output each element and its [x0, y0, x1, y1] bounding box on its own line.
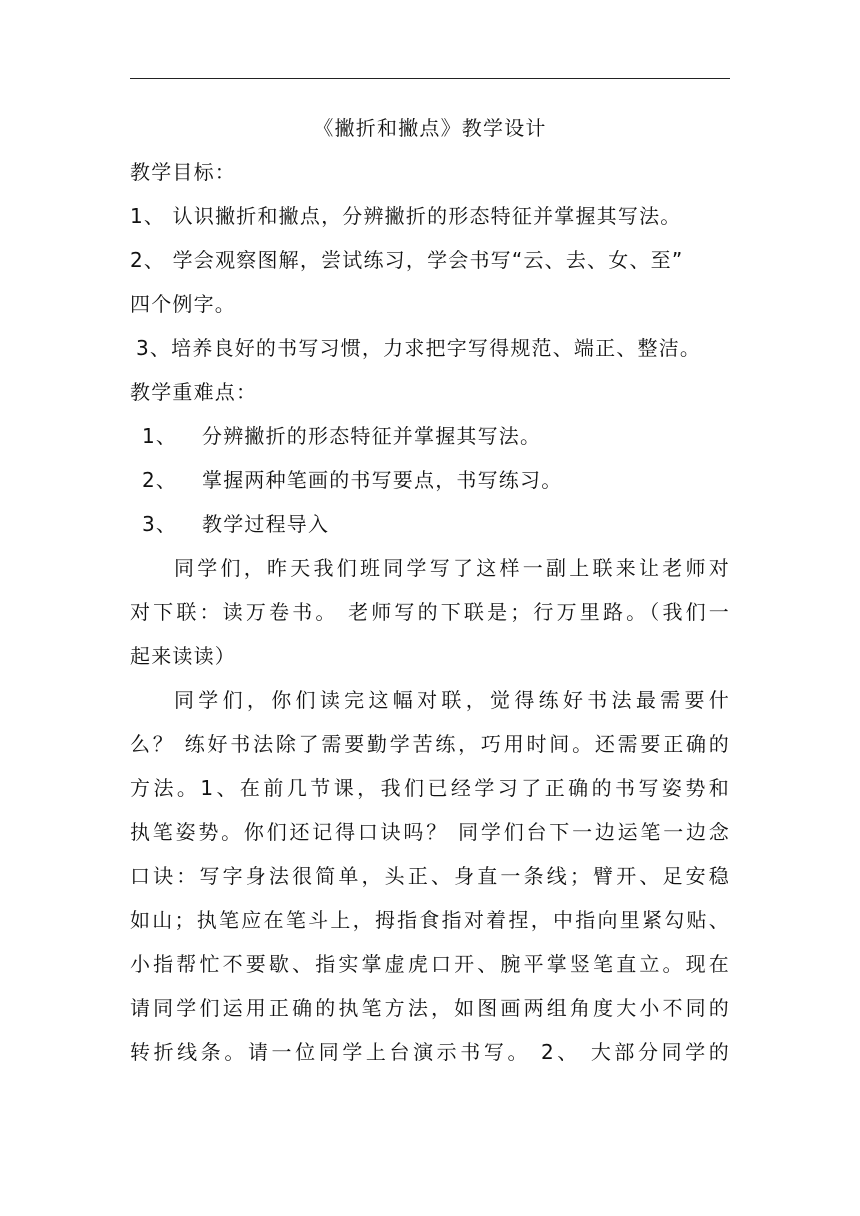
objective-line: 1、 认识撇折和撇点，分辨撇折的形态特征并掌握其写法。	[130, 204, 682, 228]
paragraph-line: 对下联：读万卷书。 老师写的下联是；行万里路。（我们一	[130, 600, 730, 624]
key-point-text: 掌握两种笔画的书写要点，书写练习。	[202, 468, 563, 492]
objective-line: 3、培养良好的书写习惯，力求把字写得规范、端正、整洁。	[136, 336, 702, 360]
paragraph-line: 执笔姿势。你们还记得口诀吗？ 同学们台下一边运笔一边念	[130, 820, 730, 844]
paragraph-line: 起来读读）	[130, 644, 236, 668]
key-point-number: 3、	[142, 512, 178, 536]
paragraph-line: 么？ 练好书法除了需要勤学苦练，巧用时间。还需要正确的	[130, 732, 730, 756]
paragraph-line: 如山；执笔应在笔斗上，拇指食指对着捏，中指向里紧勾贴、	[130, 908, 730, 932]
key-point-text: 教学过程导入	[202, 512, 330, 536]
objectives-heading: 教学目标：	[130, 160, 236, 184]
key-point-item	[130, 458, 730, 502]
key-points-heading: 教学重难点：	[130, 380, 258, 404]
header-rule	[130, 78, 730, 79]
paragraph-line: 转折线条。请一位同学上台演示书写。 2、 大部分同学的	[130, 1040, 730, 1064]
objective-line: 2、 学会观察图解，尝试练习，学会书写“云、去、女、至”	[130, 248, 684, 272]
key-point-number: 1、	[142, 424, 178, 448]
key-point-text: 分辨撇折的形态特征并掌握其写法。	[202, 424, 542, 448]
paragraph-line: 口诀：写字身法很简单，头正、身直一条线；臂开、足安稳	[130, 864, 730, 888]
objective-line: 四个例字。	[130, 292, 236, 316]
document-body	[130, 106, 730, 1074]
key-point-number: 2、	[142, 468, 178, 492]
paragraph-line: 方法。1、在前几节课，我们已经学习了正确的书写姿势和	[130, 776, 730, 800]
paragraph-line: 小指帮忙不要歇、指实掌虚虎口开、腕平掌竖笔直立。现在	[130, 952, 730, 976]
paragraph-line: 请同学们运用正确的执笔方法，如图画两组角度大小不同的	[130, 996, 730, 1020]
key-point-item	[130, 502, 730, 546]
paragraph-line: 同学们，昨天我们班同学写了这样一副上联来让老师对	[174, 556, 730, 580]
document-title: 《撇折和撇点》教学设计	[313, 116, 547, 140]
paragraph-line: 同学们，你们读完这幅对联，觉得练好书法最需要什	[174, 688, 730, 712]
key-point-item	[130, 414, 730, 458]
